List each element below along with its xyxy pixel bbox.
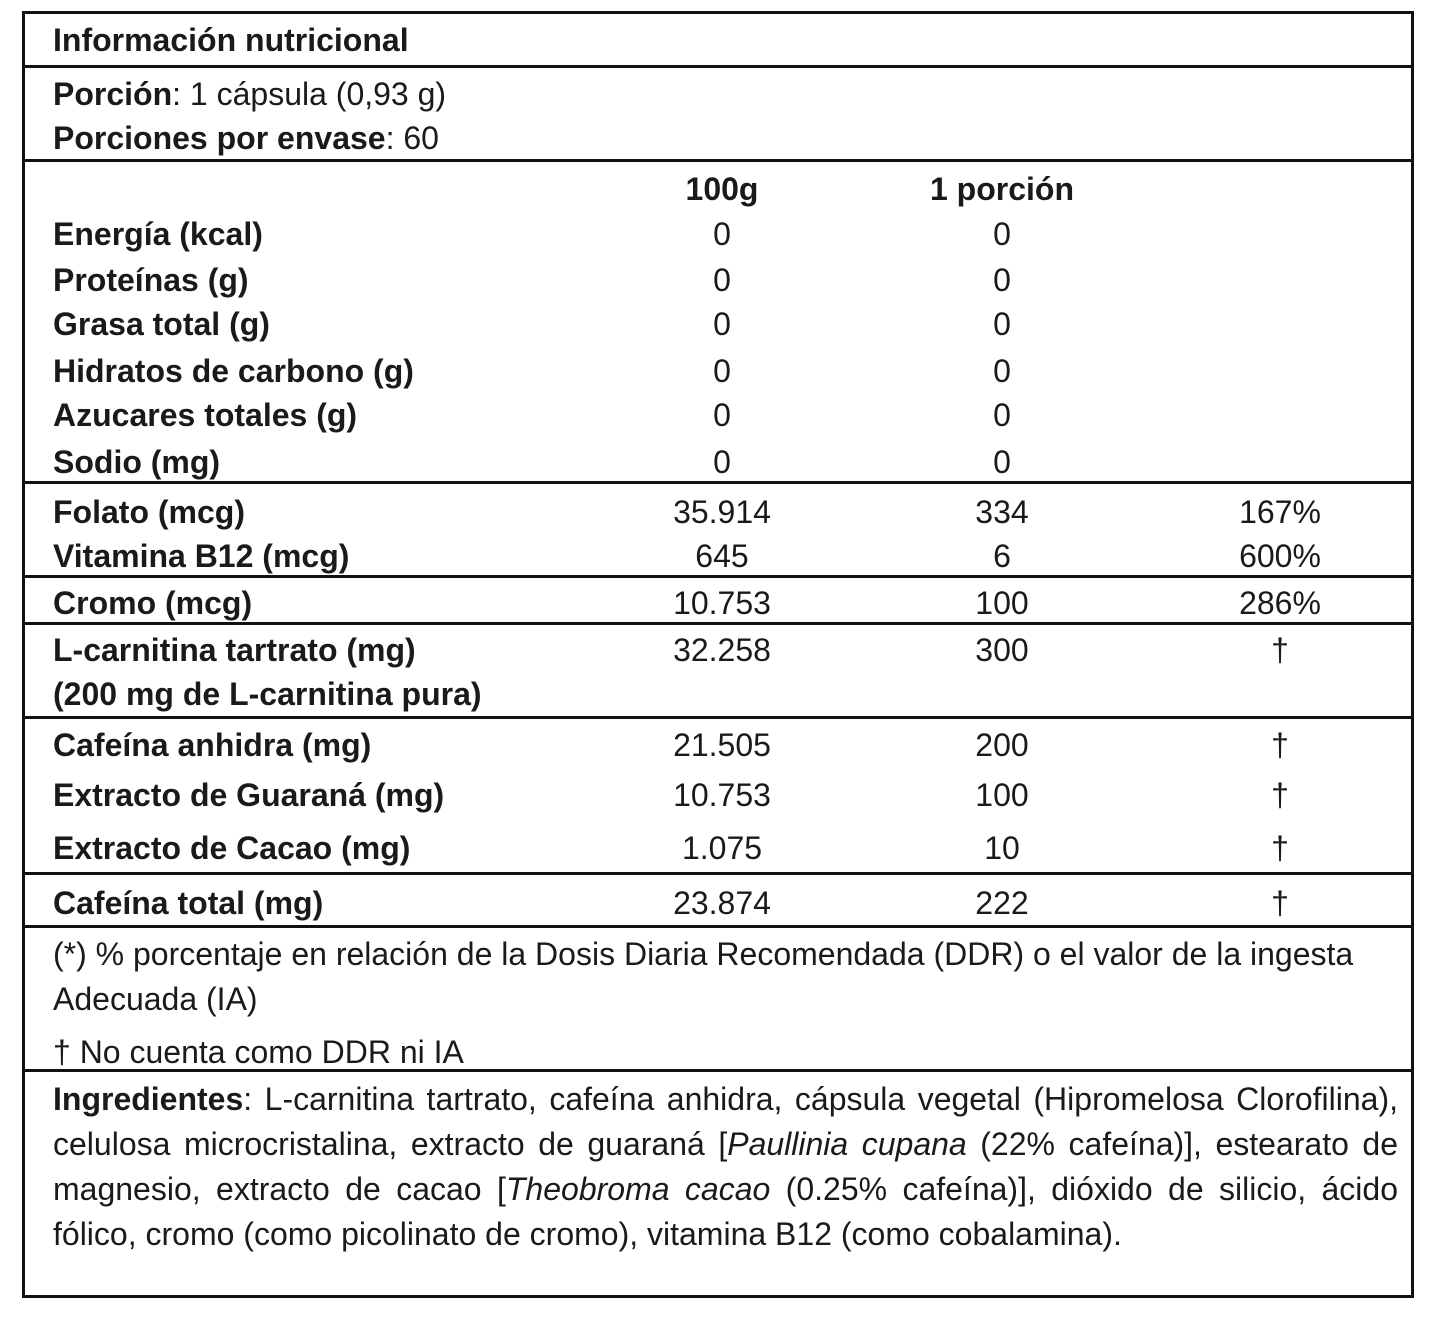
- nutrient-portion: 0: [993, 397, 1011, 433]
- nutrient-per100: 0: [713, 353, 731, 389]
- nutrient-portion: 100: [975, 777, 1029, 813]
- nutrient-per100: 0: [713, 306, 731, 342]
- portion-line: [53, 74, 446, 114]
- nutrient-daily-value: †: [1271, 727, 1289, 763]
- per-container-label: Porciones por envase: [53, 120, 386, 156]
- minerals-section: [25, 575, 1411, 625]
- nutrient-subname: (200 mg de L-carnitina pura): [53, 676, 482, 712]
- nutrient-name: Cromo (mcg): [53, 585, 253, 621]
- nutrient-per100: 21.505: [673, 727, 771, 763]
- footnotes-section: [25, 925, 1411, 1072]
- nutrient-daily-value: 286%: [1239, 585, 1321, 621]
- nutrition-label: [22, 11, 1414, 1298]
- nutrient-per100: 10.753: [673, 777, 771, 813]
- species-name: Theobroma cacao: [505, 1171, 771, 1207]
- species-name: Paullinia cupana: [727, 1126, 967, 1162]
- stimulants-section: [25, 716, 1411, 875]
- nutrient-name: Sodio (mg): [53, 444, 221, 480]
- nutrient-per100: 35.914: [673, 494, 771, 530]
- nutrient-per100: 645: [695, 538, 749, 574]
- nutrient-portion: 100: [975, 585, 1029, 621]
- nutrient-name: Energía (kcal): [53, 216, 263, 252]
- nutrient-per100: 0: [713, 262, 731, 298]
- nutrient-name: Grasa total (g): [53, 306, 270, 342]
- nutrient-daily-value: †: [1271, 885, 1289, 921]
- nutrient-name: Extracto de Cacao (mg): [53, 830, 411, 866]
- per-container-value: : 60: [385, 120, 439, 156]
- title-section: [25, 14, 1411, 65]
- macros-section: [25, 159, 1411, 484]
- nutrient-portion: 222: [975, 885, 1029, 921]
- ingredients-part: : L-carnitina tartrato, cafeína anhidra, cápsula vegetal (Hipromelosa Clorofilina), celulosa microcristalina, extracto de guaraná [: [53, 1081, 1398, 1162]
- nutrient-portion: 0: [993, 306, 1011, 342]
- nutrient-per100: 0: [713, 444, 731, 480]
- nutrient-name: Extracto de Guaraná (mg): [53, 777, 445, 813]
- nutrient-per100: 10.753: [673, 585, 771, 621]
- nutrient-name: Azucares totales (g): [53, 397, 358, 433]
- nutrient-per100: 0: [713, 216, 731, 252]
- nutrient-name: L-carnitina tartrato (mg): [53, 632, 416, 668]
- total-caffeine-section: [25, 872, 1411, 928]
- nutrient-daily-value: †: [1271, 777, 1289, 813]
- per-container-line: [53, 118, 439, 158]
- ingredients-label: Ingredientes: [53, 1081, 244, 1117]
- nutrient-portion: 6: [993, 538, 1011, 574]
- nutrient-portion: 0: [993, 262, 1011, 298]
- dagger-footnote: † No cuenta como DDR ni IA: [53, 1034, 464, 1070]
- nutrient-name: Proteínas (g): [53, 262, 249, 298]
- nutrient-portion: 300: [975, 632, 1029, 668]
- nutrient-portion: 0: [993, 353, 1011, 389]
- nutrient-name: Vitamina B12 (mcg): [53, 538, 350, 574]
- vitamins-section: [25, 481, 1411, 578]
- column-header-portion: 1 porción: [929, 171, 1074, 207]
- nutrient-daily-value: 167%: [1239, 494, 1321, 530]
- nutrient-daily-value: †: [1271, 830, 1289, 866]
- ingredients-part: (22% cafeína)], estearato de magnesio, extracto de cacao [: [53, 1126, 1399, 1207]
- nutrient-name: Cafeína anhidra (mg): [53, 727, 372, 763]
- portion-label: Porción: [53, 76, 173, 112]
- dv-footnote: (*) % porcentaje en relación de la Dosis Diaria Recomendada (DDR) o el valor de la ingesta Adecuada (IA): [53, 936, 1354, 1017]
- nutrient-portion: 0: [993, 444, 1011, 480]
- nutrient-portion: 200: [975, 727, 1029, 763]
- nutrient-per100: 1.075: [681, 830, 763, 866]
- nutrient-daily-value: †: [1271, 632, 1289, 668]
- label-title: Información nutricional: [53, 22, 409, 58]
- ingredients-part: (0.25% cafeína)], dióxido de silicio, ácido fólico, cromo (como picolinato de cromo), vitamina B12 (como cobalamina).: [53, 1171, 1399, 1252]
- nutrient-per100: 23.874: [673, 885, 771, 921]
- nutrient-daily-value: 600%: [1239, 538, 1321, 574]
- nutrient-name: Folato (mcg): [53, 494, 245, 530]
- carnitine-section: [25, 622, 1411, 719]
- ingredients-section: [25, 1069, 1411, 1298]
- nutrient-portion: 334: [975, 494, 1029, 530]
- nutrient-per100: 32.258: [673, 632, 771, 668]
- portion-value: : 1 cápsula (0,93 g): [172, 76, 447, 112]
- nutrient-portion: 10: [984, 830, 1020, 866]
- nutrient-name: Cafeína total (mg): [53, 885, 324, 921]
- column-header-100g: 100g: [685, 171, 759, 207]
- nutrient-per100: 0: [713, 397, 731, 433]
- serving-section: [25, 65, 1411, 162]
- nutrient-name: Hidratos de carbono (g): [53, 353, 414, 389]
- nutrient-portion: 0: [993, 216, 1011, 252]
- ingredients-text: [53, 1077, 1398, 1257]
